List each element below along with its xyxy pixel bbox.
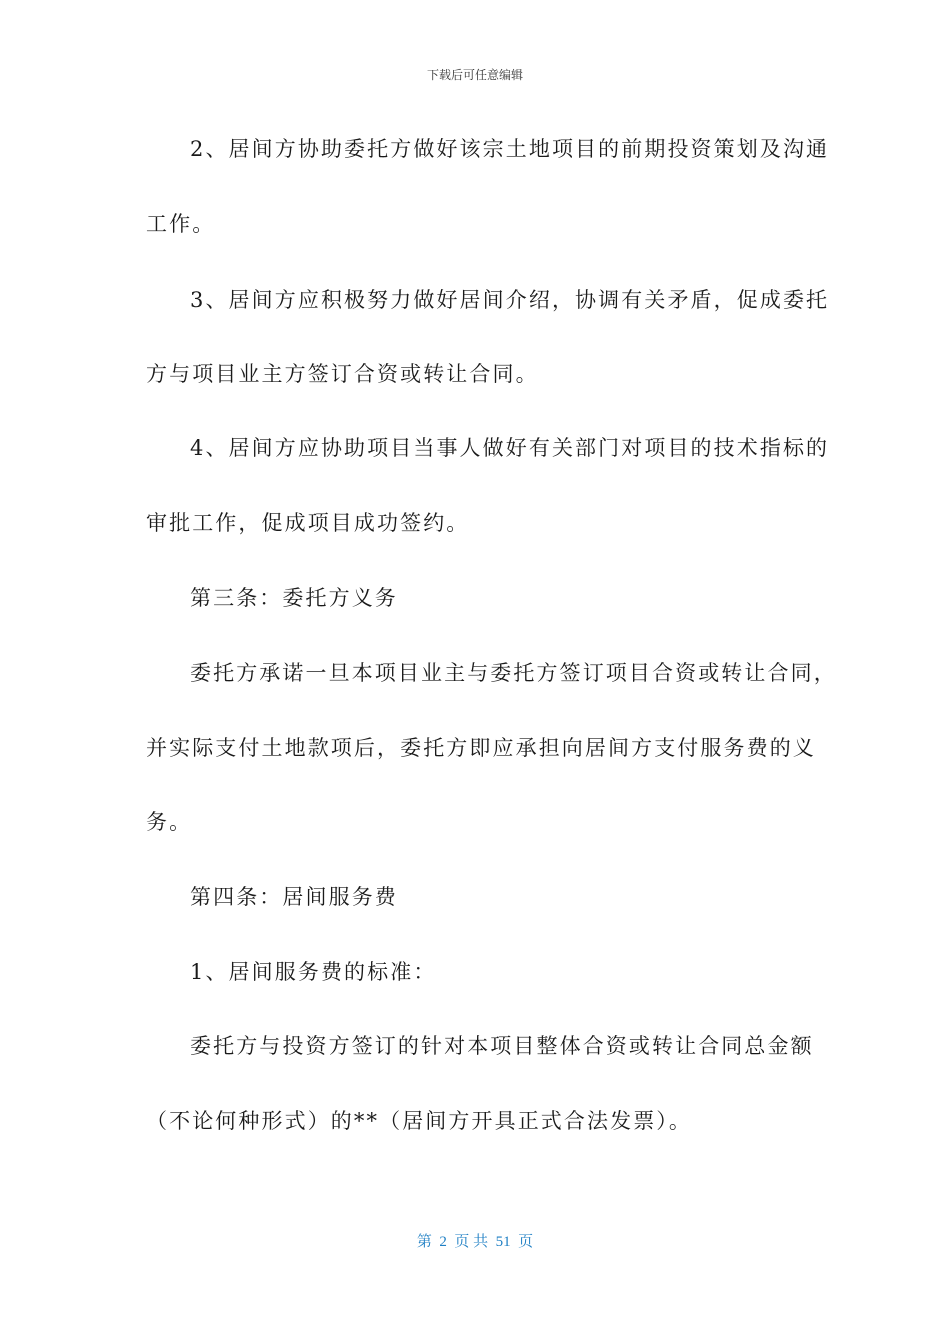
paragraph-line: 委托方与投资方签订的针对本项目整体合资或转让合同总金额 [190, 1034, 814, 1058]
paragraph-line: 委托方承诺一旦本项目业主与委托方签订项目合资或转让合同， [190, 661, 837, 685]
page-header: 下载后可任意编辑 [426, 68, 523, 82]
paragraph-line: 并实际支付土地款项后，委托方即应承担向居间方支付服务费的义 [146, 736, 816, 760]
paragraph-line: 务。 [146, 810, 193, 834]
paragraph-line: （不论何种形式）的**（居间方开具正式合法发票）。 [146, 1109, 692, 1133]
paragraph-line: 工作。 [146, 212, 216, 236]
paragraph-line: 审批工作，促成项目成功签约。 [146, 511, 470, 535]
section-heading: 第四条：居间服务费 [190, 885, 398, 909]
paragraph-line: 1、居间服务费的标准： [190, 960, 437, 984]
paragraph-line: 方与项目业主方签订合资或转让合同。 [146, 362, 539, 386]
paragraph-line: 4、居间方应协助项目当事人做好有关部门对项目的技术指标的 [190, 436, 830, 460]
page-number-footer: 第 2 页 共 51 页 [416, 1234, 534, 1250]
paragraph-line: 2、居间方协助委托方做好该宗土地项目的前期投资策划及沟通 [190, 137, 830, 161]
paragraph-line: 3、居间方应积极努力做好居间介绍，协调有关矛盾，促成委托 [190, 288, 830, 312]
section-heading: 第三条：委托方义务 [190, 586, 398, 610]
